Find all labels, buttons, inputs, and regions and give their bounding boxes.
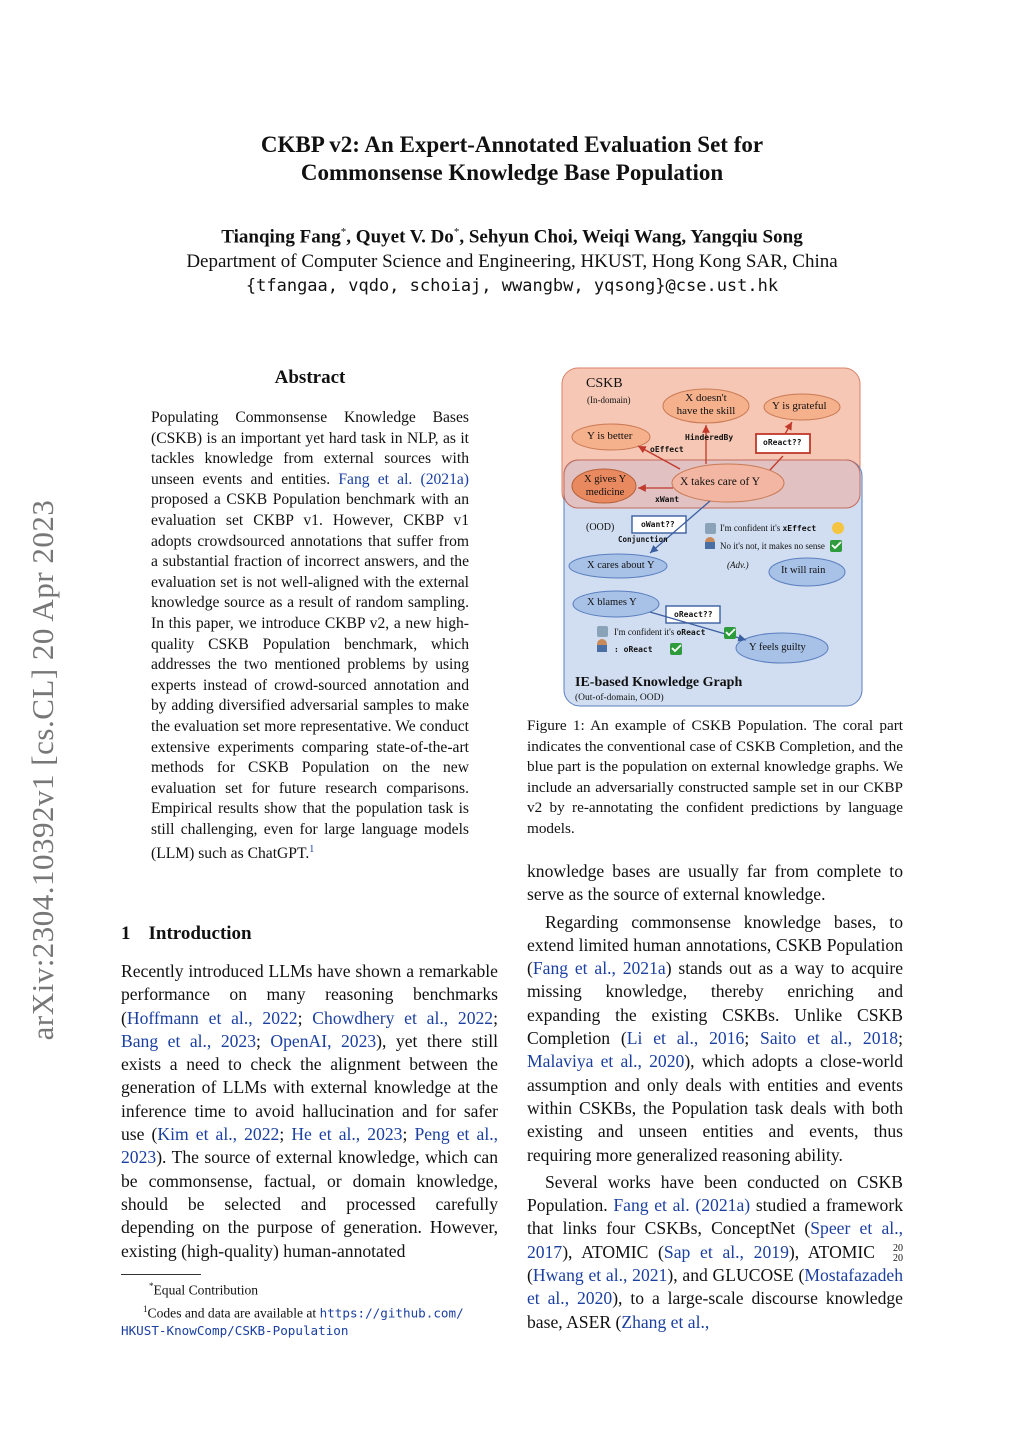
figure-caption: Figure 1: An example of CSKB Population. The coral part indicates the conventional case of CSKB Completion, and the blue part is the population on external knowledge graphs. We include an adversarially constructed sample set in our CKBP v2 by re-annotating the confident predictions by language models. bbox=[527, 717, 903, 837]
node-label: X cares about Y bbox=[587, 560, 655, 571]
node-label: Y is grateful bbox=[772, 400, 827, 412]
ie-kg-sublabel: (Out-of-domain, OOD) bbox=[575, 693, 664, 703]
node-label: It will rain bbox=[781, 565, 826, 576]
section-number: 1 bbox=[121, 923, 131, 944]
robot-icon bbox=[705, 523, 716, 534]
paragraph: Regarding commonsense knowledge bases, to extend limited human annotations, CSKB Population (Fang et al., 2021a) stands out as a way to acquire missing knowledge, thereby enriching and expanding the existing CSKBs. Unlike CSKB Completion (Li et al., 2016; Saito et al., 2018; Malaviya et al., 2020), which adopts a close-world assumption and only deals with entities and events within CSKBs, the Population task deals with both existing and unseen entities and events, thus requiring more generalized reasoning ability. bbox=[527, 911, 904, 1165]
author-list: Tianqing Fang*, Quyet V. Do*, Sehyun Choi, Weiqi Wang, Yangqiu Song bbox=[221, 226, 803, 248]
adv-label: (Adv.) bbox=[727, 560, 749, 570]
right-column-body bbox=[527, 860, 903, 1338]
in-domain-label: (In-domain) bbox=[587, 395, 631, 405]
citation-link[interactable]: Chowdhery et al., 2022 bbox=[312, 1007, 494, 1028]
footnotes bbox=[121, 1277, 501, 1340]
node-label: Y feels guilty bbox=[749, 642, 806, 653]
paper-title-line2: Commonsense Knowledge Base Population bbox=[300, 160, 724, 185]
relation-label: xWant bbox=[655, 495, 680, 504]
citation-link[interactable]: Peng et al., 2023 bbox=[121, 1124, 499, 1168]
node-label: X blames Y bbox=[587, 597, 637, 608]
node-label: X takes care of Y bbox=[680, 476, 761, 488]
node-label: X gives Y medicine bbox=[584, 474, 627, 498]
footnote-ref[interactable]: 1 bbox=[309, 844, 315, 856]
affiliation: Department of Computer Science and Engineering, HKUST, Hong Kong SAR, China bbox=[186, 251, 838, 272]
footnote-code-cont bbox=[121, 1322, 501, 1340]
paragraph: knowledge bases are usually far from complete to serve as the source of external knowledge. bbox=[527, 861, 903, 905]
cskb-label: CSKB bbox=[586, 376, 623, 391]
equal-contribution-mark: * bbox=[453, 226, 460, 238]
footnote-equal: *Equal Contribution bbox=[149, 1281, 259, 1298]
human-body bbox=[705, 542, 715, 549]
intro-paragraph: Recently introduced LLMs have shown a remarkable performance on many reasoning benchmarks (Hoffmann et al., 2022; Chowdhery et al., 2022; Bang et al., 2023; OpenAI, 2023), yet there still exists a need to check the alignment between the generation of LLMs with external knowledge at the inference time to avoid hallucination and for safer use (Kim et al., 2022; He et al., 2023; Peng et al., 2023). The source of external knowledge, which can be commonsense, factual, or domain knowledge, should be selected and processed carefully depending on the purpose of generation. However, existing (high-quality) human-annotated bbox=[121, 961, 499, 1261]
relation-label: HinderedBy bbox=[685, 433, 734, 442]
paper-title bbox=[0, 131, 1024, 187]
citation-link[interactable]: Li et al., 2016 bbox=[626, 1028, 745, 1049]
citation-link[interactable]: Fang et al. bbox=[338, 470, 413, 488]
citation-link[interactable]: Kim et al., 2022 bbox=[157, 1124, 280, 1145]
citation-link[interactable]: Hoffmann et al., 2022 bbox=[126, 1007, 298, 1028]
citation-link[interactable]: Zhang et al., bbox=[621, 1311, 710, 1332]
model-prediction-text: I'm confident it's xEffect bbox=[720, 523, 817, 533]
paragraph: Several works have been conducted on CSKB Population. Fang et al. (2021a) studied a framework that links four CSKBs, ConceptNet (Speer et al., 2017), ATOMIC (Sap et al., 2019), ATOMIC 20 20 (Hwang et al., 2021), and GLUCOSE (Mostafazadeh et al., 2020), to a large-scale discourse knowledge base, ASER (Zhang et al., bbox=[527, 1171, 904, 1332]
human-annotation-text: No it's not, it makes no sense bbox=[720, 541, 825, 551]
author-do: Quyet V. Do bbox=[355, 226, 454, 248]
code-url-link[interactable]: https://github.com/ bbox=[319, 1305, 464, 1321]
abstract-heading: Abstract bbox=[274, 367, 346, 388]
citation-link[interactable]: (2021a) bbox=[420, 470, 469, 488]
paper-title-line1: CKBP v2: An Expert-Annotated Evaluation Set for bbox=[260, 132, 764, 157]
citation-link[interactable]: Malaviya et al., 2020 bbox=[527, 1051, 685, 1072]
figure-1 bbox=[560, 366, 865, 711]
relation-label: oEffect bbox=[650, 445, 684, 454]
arxiv-stamp: arXiv:2304.10392v1 [cs.CL] 20 Apr 2023 bbox=[25, 499, 60, 1041]
footnote-code: $^1$Codes and data are available at https://github.com/ bbox=[143, 1303, 464, 1321]
code-url-link[interactable]: HKUST-KnowComp/CSKB-Population bbox=[121, 1323, 349, 1339]
citation-link[interactable]: Fang et al., 2021a bbox=[532, 958, 666, 979]
citation-link[interactable]: Sap et al., 2019 bbox=[663, 1241, 789, 1262]
query-label: oReact?? bbox=[763, 438, 802, 447]
email-list: {tfangaa, vqdo, schoiaj, wwangbw, yqsong}@cse.ust.hk bbox=[245, 276, 779, 296]
abstract-text: Populating Commonsense Knowledge Bases (CSKB) is an important yet hard task in NLP, as it tackles knowledge from external sources with unseen events and entities. Fang et al. (2021a) proposed a CSKB Population benchmark with an evaluation set CKBP v1. However, CKBP v1 adopts crowdsourced annotations that suffer from a substantial fraction of incorrect answers, and the evaluation set is not well-aligned with the external knowledge source as a result of random sampling. In this paper, we introduce CKBP v2, a new high-quality CSKB Population benchmark, which addresses the two mentioned problems by using experts instead of crowd-sourced annotation and by adding diversified adversarial samples to make the evaluation set more representative. We conduct extensive experiments comparing state-of-the-art methods for CSKB Population on the new evaluation set for future research comparisons. Empirical results show that the population task is still challenging, even for large language models (LLM) such as ChatGPT.$^1$ bbox=[151, 409, 469, 863]
footnote-rule bbox=[121, 1274, 201, 1275]
citation-link[interactable]: OpenAI, 2023 bbox=[270, 1030, 377, 1051]
model-prediction-text: I'm confident it's oReact bbox=[614, 627, 706, 637]
node-label: Y is better bbox=[587, 430, 633, 442]
citation-link[interactable]: He et al., 2023 bbox=[291, 1124, 403, 1145]
author-fang: Tianqing Fang bbox=[221, 226, 341, 248]
citation-link[interactable]: Bang et al., 2023 bbox=[121, 1030, 257, 1051]
citation-link[interactable]: Fang et al. (2021a) bbox=[613, 1195, 751, 1216]
section-title: Introduction bbox=[148, 923, 252, 944]
node-label: X doesn't have the skill bbox=[676, 392, 736, 417]
human-annotation-text: : oReact bbox=[614, 645, 653, 654]
relation-label: Conjunction bbox=[618, 535, 668, 544]
ood-label: (OOD) bbox=[586, 522, 615, 533]
query-label: oWant?? bbox=[641, 520, 675, 529]
citation-link[interactable]: Speer et al., 2017 bbox=[527, 1218, 903, 1262]
human-body bbox=[597, 645, 607, 652]
equal-contribution-mark: * bbox=[340, 226, 347, 238]
query-label: oReact?? bbox=[674, 610, 713, 619]
citation-link[interactable]: Hwang et al., 2021 bbox=[532, 1265, 668, 1286]
section-heading bbox=[121, 923, 252, 945]
citation-link[interactable]: Mostafazadeh et al., 2020 bbox=[527, 1265, 903, 1309]
citation-link[interactable]: Saito et al., 2018 bbox=[760, 1028, 899, 1049]
thinking-face-icon bbox=[832, 522, 844, 534]
author-rest: , Sehyun Choi, Weiqi Wang, Yangqiu Song bbox=[459, 226, 803, 248]
robot-icon bbox=[597, 626, 608, 637]
ie-kg-label: IE-based Knowledge Graph bbox=[575, 675, 743, 690]
